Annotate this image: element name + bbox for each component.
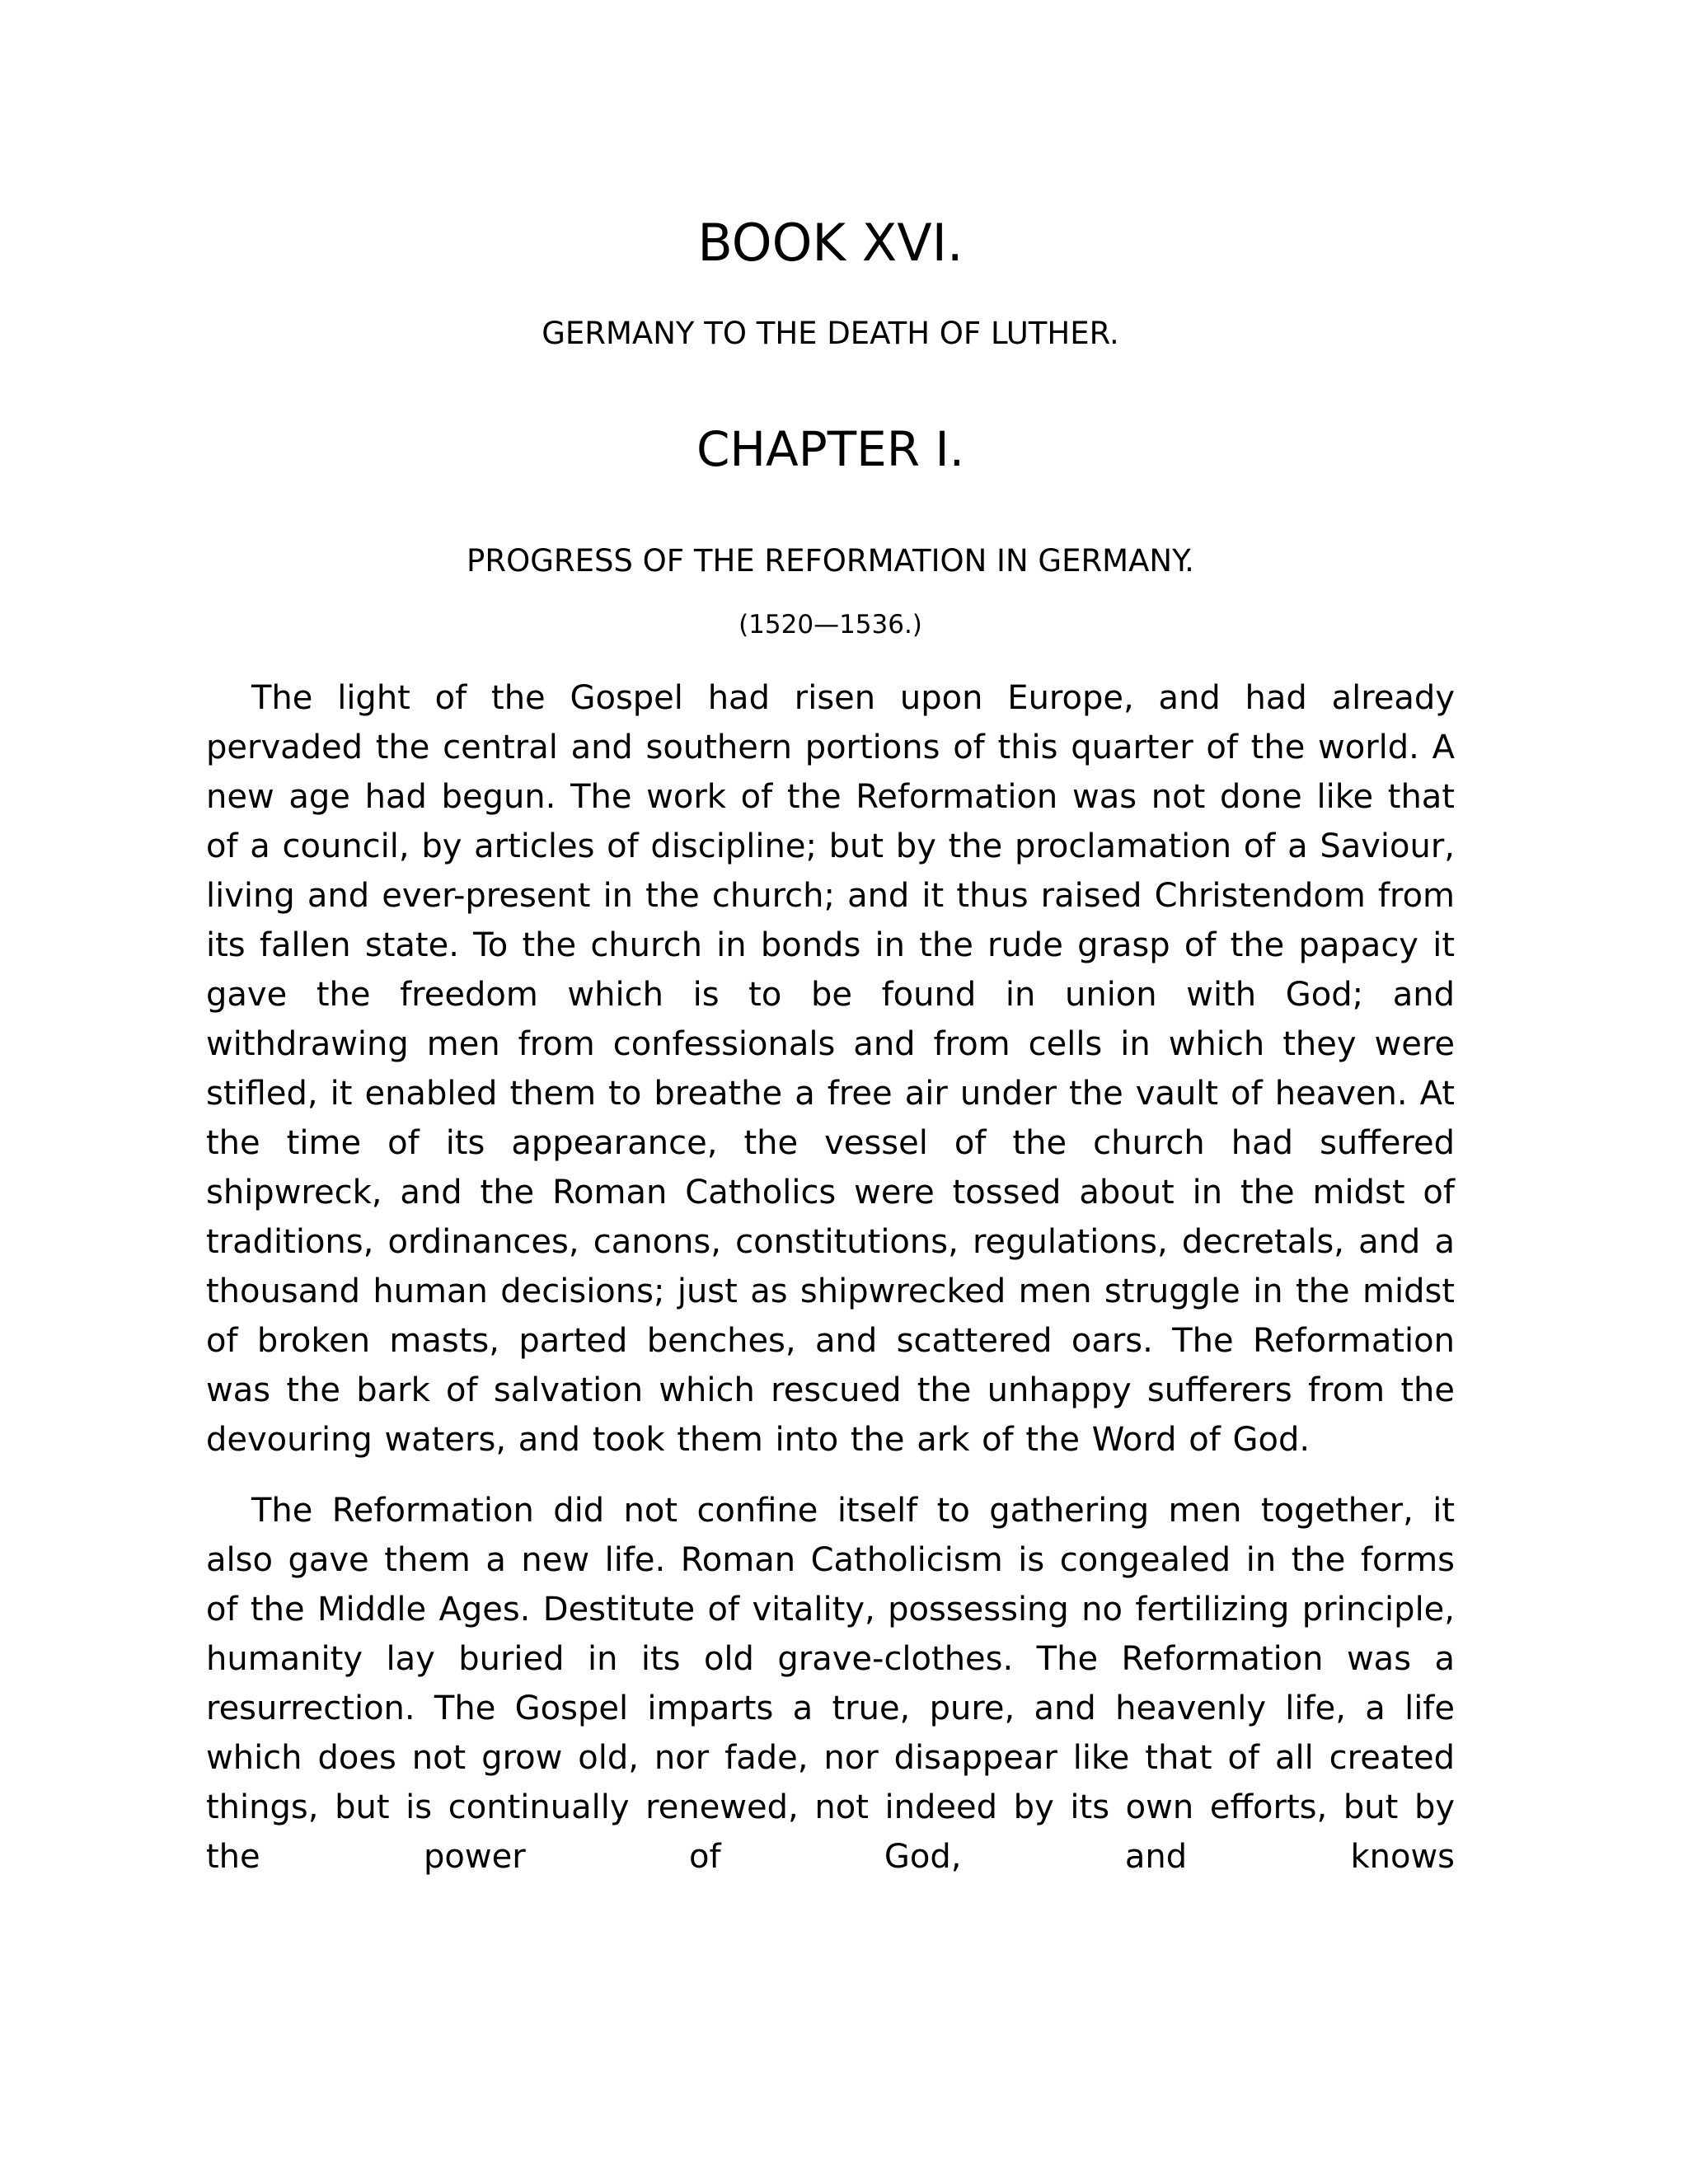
chapter-heading: CHAPTER I. [696,420,965,477]
book-heading: BOOK XVI. [697,213,964,273]
chapter-date-range: (1520—1536.) [738,610,922,640]
chapter-subtitle: PROGRESS OF THE REFORMATION IN GERMANY. [467,543,1194,579]
book-subtitle: GERMANY TO THE DEATH OF LUTHER. [542,316,1119,352]
body-paragraph-2: The Reformation did not confine itself to gathering men together, it also gave them a new life. Roman Catholicism is congealed in the forms of the Middle Ages. Destitute of vitality, possessing no fertilizing principle, humanity lay buried in its old grave-clothes. The Reformation was a resurrection. The Gospel imparts a true, pure, and heavenly life, a life which does not grow old, nor fade, nor disappear like that of all created things, but is continually renewed, not indeed by its own efforts, but by the power of God, and knows [206,1491,1455,1876]
body-paragraph-1: The light of the Gospel had risen upon Europe, and had already pervaded the central and southern portions of this quarter of the world. A new age had begun. The work of the Reformation was not done like that of a council, by articles of discipline; but by the proclamation of a Saviour, living and ever-present in the church; and it thus raised Christendom from its fallen state. To the church in bonds in the rude grasp of the papacy it gave the freedom which is to be found in union with God; and withdrawing men from confessionals and from cells in which they were stifled, it enabled them to breathe a free air under the vault of heaven. At the time of its appearance, the vessel of the church had suffered shipwreck, and the Roman Catholics were tossed about in the midst of traditions, ordinances, canons, constitutions, regulations, decretals, and a thousand human decisions; just as shipwrecked men struggle in the midst of broken masts, parted benches, and scattered oars. The Reformation was the bark of salvation which rescued the unhappy sufferers from the devouring waters, and took them into the ark of the Word of God. [206,678,1455,1459]
